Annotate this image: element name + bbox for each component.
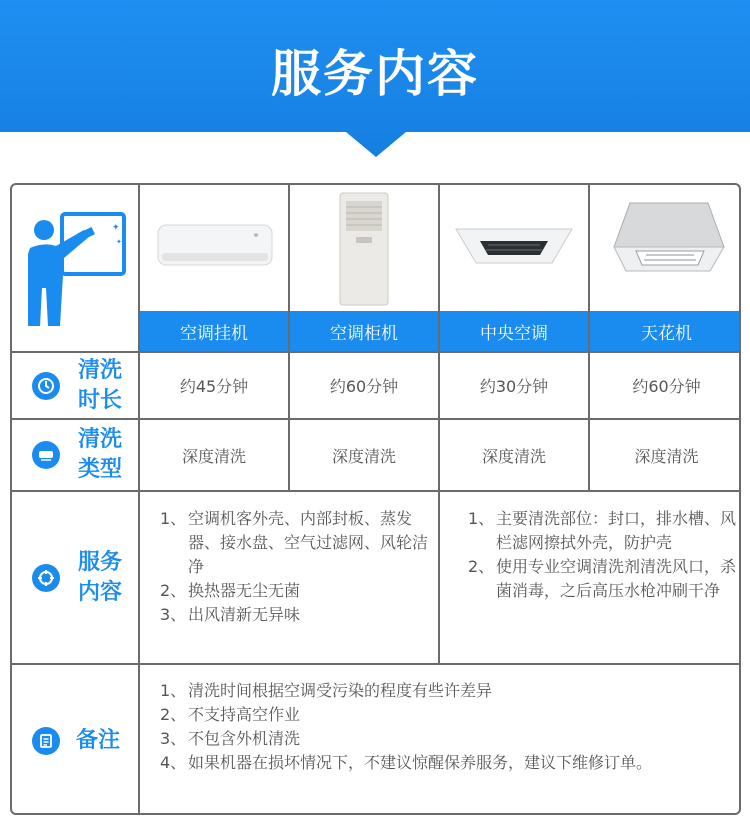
ceiling-cassette-ac-image bbox=[590, 185, 741, 311]
column-header-wall-ac: 空调挂机 bbox=[140, 311, 288, 351]
list-item: 1、 空调机客外壳、内部封板、蒸发器、接水盘、空气过滤网、风轮洁净 bbox=[160, 509, 429, 576]
svg-text:✦: ✦ bbox=[112, 223, 120, 233]
clock-icon bbox=[32, 372, 60, 400]
page-title: 服务内容 bbox=[271, 45, 479, 103]
teacher-icon bbox=[20, 208, 130, 328]
duration-wall-ac: 约45分钟 bbox=[179, 377, 249, 396]
row-label-service bbox=[12, 492, 138, 663]
service-list-left bbox=[160, 507, 428, 627]
row-label-duration-line2: 时长 bbox=[77, 387, 122, 413]
column-header-central-ac: 中央空调 bbox=[440, 311, 588, 351]
row-label-type bbox=[12, 420, 138, 490]
duration-ceiling-ac: 约60分钟 bbox=[632, 377, 701, 396]
type-ceiling-ac: 深度清洗 bbox=[634, 446, 699, 466]
type-central-ac: 深度清洗 bbox=[481, 446, 546, 466]
central-ac-image bbox=[440, 185, 588, 311]
column-header-ceiling-ac: 天花机 bbox=[590, 311, 741, 351]
list-item: 1、 主要清洗部位：封口，排水槽、风栏滤网擦拭外壳，防护壳 bbox=[468, 509, 737, 552]
header-banner bbox=[0, 0, 750, 158]
list-item: 3、 不包含外机清洗 bbox=[160, 729, 301, 748]
crosshair-icon bbox=[32, 564, 60, 592]
row-label-notes-text: 备注 bbox=[75, 728, 120, 753]
row-label-service-line2: 内容 bbox=[77, 579, 122, 605]
list-item: 3、 出风清新无异味 bbox=[160, 605, 301, 624]
svg-text:✦: ✦ bbox=[116, 238, 122, 246]
notes-list bbox=[160, 679, 730, 775]
row-label-duration bbox=[12, 353, 138, 418]
list-item: 2、 使用专业空调清洗剂清洗风口，杀菌消毒，之后高压水枪冲刷干净 bbox=[468, 557, 737, 600]
ac-unit-icon bbox=[32, 441, 60, 469]
list-item: 4、 如果机器在损坏情况下，不建议惊醒保养服务，建议下维修订单。 bbox=[160, 753, 653, 772]
row-label-type-line2: 类型 bbox=[77, 457, 122, 482]
list-item: 2、 换热器无尘无菌 bbox=[160, 581, 301, 600]
wall-mounted-ac-image bbox=[140, 185, 288, 311]
service-list-right bbox=[468, 507, 736, 603]
list-item: 2、 不支持高空作业 bbox=[160, 705, 301, 724]
duration-floor-ac: 约60分钟 bbox=[329, 377, 399, 396]
list-icon bbox=[32, 727, 60, 755]
presenter-illustration bbox=[12, 185, 138, 351]
type-floor-ac: 深度清洗 bbox=[331, 446, 396, 466]
column-header-floor-ac: 空调柜机 bbox=[290, 311, 438, 351]
row-label-notes bbox=[12, 665, 138, 815]
list-item: 1、 清洗时间根据空调受污染的程度有些许差异 bbox=[160, 681, 493, 700]
floor-standing-ac-image bbox=[290, 185, 438, 311]
row-label-duration-line1: 清洗 bbox=[77, 357, 122, 383]
duration-central-ac: 约30分钟 bbox=[479, 377, 549, 396]
type-wall-ac: 深度清洗 bbox=[181, 446, 246, 466]
row-label-service-line1: 服务 bbox=[77, 549, 122, 575]
row-label-type-line1: 清洗 bbox=[77, 427, 122, 452]
service-table bbox=[10, 183, 741, 815]
